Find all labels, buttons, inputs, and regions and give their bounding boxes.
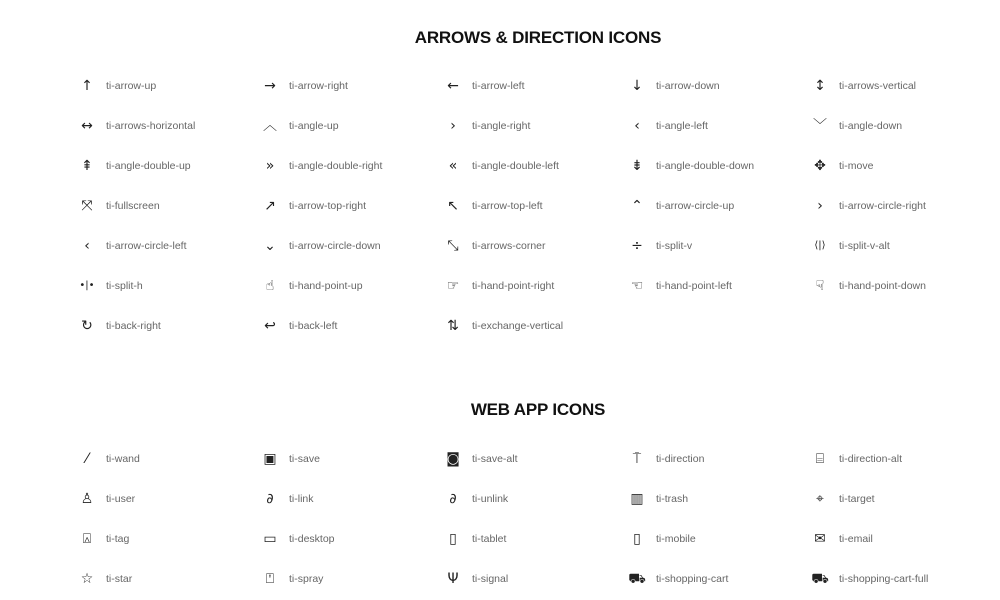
arrows-corner-icon: ⤡ — [447, 238, 459, 254]
icon-label: ti-link — [289, 493, 314, 505]
arrow-right-icon: → — [264, 78, 276, 94]
tablet-icon: ▯ — [449, 531, 457, 547]
icon-list-item[interactable] — [444, 186, 628, 226]
icon-label: ti-mobile — [656, 533, 696, 545]
icon-list-item[interactable] — [78, 226, 261, 266]
icon-list-item[interactable] — [261, 186, 444, 226]
icon-label: ti-split-v — [656, 240, 693, 252]
icon-label: ti-arrow-circle-right — [839, 200, 926, 212]
icon-list-item[interactable] — [78, 186, 261, 226]
icon-list-item[interactable] — [628, 66, 811, 106]
hand-point-left-icon: ☜ — [630, 278, 644, 294]
icon-label: ti-angle-up — [289, 120, 339, 132]
icon-list-item[interactable] — [261, 306, 444, 346]
icon-list-item[interactable] — [811, 266, 994, 306]
arrow-circle-up-icon: ⌃ — [631, 198, 643, 214]
icon-list-item[interactable] — [628, 519, 811, 559]
icon-label: ti-angle-double-left — [472, 160, 559, 172]
star-icon: ☆ — [80, 571, 94, 587]
icon-label: ti-back-right — [106, 320, 161, 332]
icon-list-item[interactable] — [628, 479, 811, 519]
icon-label: ti-split-v-alt — [839, 240, 890, 252]
icon-label: ti-signal — [472, 573, 509, 585]
signal-icon: Ψ — [447, 571, 459, 587]
split-h-icon: •|• — [79, 280, 95, 291]
angle-down-icon: ﹀ — [813, 118, 827, 134]
icon-list-item[interactable] — [811, 186, 994, 226]
icon-list-item[interactable] — [78, 146, 261, 186]
icon-label: ti-spray — [289, 573, 324, 585]
icon-list-item[interactable] — [261, 479, 444, 519]
icon-label: ti-hand-point-right — [472, 280, 555, 292]
shopping-cart-icon: ⛟ — [628, 571, 646, 587]
angle-double-down-icon: ⇟ — [631, 158, 643, 174]
hand-point-right-icon: ☞ — [446, 278, 460, 294]
icon-label: ti-save — [289, 453, 320, 465]
icon-list-item[interactable] — [811, 226, 994, 266]
icon-list-item[interactable] — [444, 306, 628, 346]
icon-list-item[interactable] — [444, 559, 628, 599]
arrows-vertical-icon: ↕ — [814, 78, 826, 94]
icon-list-item[interactable] — [261, 266, 444, 306]
icon-list-item[interactable] — [811, 439, 994, 479]
icon-list-item[interactable] — [444, 106, 628, 146]
icon-label: ti-angle-double-right — [289, 160, 383, 172]
arrows-horizontal-icon: ↔ — [81, 118, 93, 134]
icon-label: ti-target — [839, 493, 875, 505]
icon-list-item[interactable] — [811, 559, 994, 599]
icon-label: ti-unlink — [472, 493, 509, 505]
icon-list-item[interactable] — [811, 479, 994, 519]
arrow-top-left-icon: ↖ — [447, 198, 459, 214]
save-alt-icon: ◙ — [446, 451, 460, 467]
wand-icon: ⁄ — [85, 451, 89, 467]
icon-label: ti-save-alt — [472, 453, 518, 465]
icon-list-item[interactable] — [628, 559, 811, 599]
icon-label: ti-split-h — [106, 280, 143, 292]
icon-label: ti-star — [106, 573, 133, 585]
icon-list-item[interactable] — [261, 226, 444, 266]
icon-list-item[interactable] — [261, 146, 444, 186]
arrow-left-icon: ← — [447, 78, 459, 94]
tag-icon: ⍓ — [82, 531, 92, 547]
icon-label: ti-desktop — [289, 533, 335, 545]
icon-label: ti-arrows-horizontal — [106, 120, 196, 132]
icon-list-item[interactable] — [261, 66, 444, 106]
icon-label: ti-trash — [656, 493, 689, 505]
arrow-circle-right-icon: › — [817, 198, 823, 214]
icon-label: ti-user — [106, 493, 136, 505]
fullscreen-icon: ⤧ — [81, 198, 93, 214]
direction-alt-icon: ⌸ — [815, 451, 825, 467]
icon-label: ti-arrow-circle-up — [656, 200, 735, 212]
icon-label: ti-hand-point-left — [656, 280, 732, 292]
target-icon: ⌖ — [816, 491, 824, 507]
icon-label: ti-arrow-left — [472, 80, 525, 92]
spray-icon: ⍞ — [265, 571, 275, 587]
user-icon: ♙ — [80, 491, 94, 507]
icon-label: ti-direction-alt — [839, 453, 903, 465]
icon-label: ti-shopping-cart — [656, 573, 729, 585]
angle-double-up-icon: ⇞ — [81, 158, 93, 174]
icon-label: ti-move — [839, 160, 874, 172]
angle-right-icon: › — [450, 118, 456, 134]
back-right-icon: ↻ — [81, 318, 93, 334]
icon-label: ti-angle-left — [656, 120, 708, 132]
icon-label: ti-wand — [106, 453, 140, 465]
icon-label: ti-arrow-circle-left — [106, 240, 187, 252]
icon-list-item[interactable] — [78, 479, 261, 519]
arrow-top-right-icon: ↗ — [264, 198, 276, 214]
icon-label: ti-tag — [106, 533, 130, 545]
icon-label: ti-direction — [656, 453, 705, 465]
icon-list-item[interactable] — [628, 146, 811, 186]
icon-label: ti-angle-down — [839, 120, 903, 132]
trash-icon: ▥ — [630, 491, 644, 507]
icon-list-item[interactable] — [628, 186, 811, 226]
angle-double-right-icon: » — [265, 158, 275, 174]
exchange-vertical-icon: ⇅ — [447, 318, 459, 334]
icon-list-item[interactable] — [78, 106, 261, 146]
icon-list-item[interactable] — [78, 266, 261, 306]
icon-list-item[interactable] — [628, 266, 811, 306]
icon-label: ti-shopping-cart-full — [839, 573, 929, 585]
angle-up-icon: ︿ — [263, 118, 277, 134]
direction-icon: ⍑ — [632, 451, 642, 467]
angle-double-left-icon: « — [448, 158, 458, 174]
arrow-circle-left-icon: ‹ — [84, 238, 90, 254]
icon-list-item[interactable] — [78, 66, 261, 106]
icon-list-item[interactable] — [261, 106, 444, 146]
arrows-section-title: ARROWS & DIRECTION ICONS — [414, 28, 662, 47]
split-v-alt-icon: ⟨|⟩ — [814, 240, 826, 251]
icon-list-item[interactable] — [78, 559, 261, 599]
arrow-circle-down-icon: ⌄ — [264, 238, 276, 254]
icon-list-item[interactable] — [628, 226, 811, 266]
icon-label: ti-arrow-top-right — [289, 200, 367, 212]
icon-list-item[interactable] — [811, 66, 994, 106]
split-v-icon: ÷ — [631, 238, 643, 254]
icon-label: ti-arrow-up — [106, 80, 157, 92]
icon-label: ti-fullscreen — [106, 200, 160, 212]
icon-list-item[interactable] — [444, 226, 628, 266]
icon-label: ti-exchange-vertical — [472, 320, 564, 332]
icon-label: ti-arrows-vertical — [839, 80, 917, 92]
icon-label: ti-arrow-top-left — [472, 200, 543, 212]
web-app-section-title: WEB APP ICONS — [470, 400, 606, 419]
icon-list-item[interactable] — [628, 439, 811, 479]
icon-list-item[interactable] — [78, 519, 261, 559]
icon-list-item[interactable] — [78, 306, 261, 346]
web-app-icon-grid — [78, 439, 994, 599]
icon-label: ti-tablet — [472, 533, 507, 545]
icon-label: ti-hand-point-up — [289, 280, 363, 292]
arrow-down-icon: ↓ — [631, 78, 643, 94]
icon-list-item[interactable] — [628, 106, 811, 146]
hand-point-down-icon: ☟ — [815, 278, 825, 294]
icon-label: ti-angle-double-up — [106, 160, 191, 172]
icon-list-item[interactable] — [261, 559, 444, 599]
arrow-up-icon: ↑ — [81, 78, 93, 94]
icon-list-item[interactable] — [444, 439, 628, 479]
hand-point-up-icon: ☝ — [265, 278, 275, 294]
icon-list-item[interactable] — [78, 439, 261, 479]
icon-label: ti-angle-double-down — [656, 160, 755, 172]
link-icon: ∂ — [266, 491, 274, 507]
icon-list-item[interactable] — [444, 66, 628, 106]
icon-list-item[interactable] — [811, 146, 994, 186]
icon-label: ti-back-left — [289, 320, 338, 332]
save-icon: ▣ — [263, 451, 277, 467]
icon-list-item[interactable] — [444, 479, 628, 519]
angle-left-icon: ‹ — [634, 118, 640, 134]
mobile-icon: ▯ — [633, 531, 641, 547]
icon-list-item[interactable] — [444, 519, 628, 559]
icon-label: ti-hand-point-down — [839, 280, 926, 292]
icon-list-item[interactable] — [444, 146, 628, 186]
icon-list-item[interactable] — [261, 519, 444, 559]
icon-list-item[interactable] — [261, 439, 444, 479]
icon-label: ti-arrow-right — [289, 80, 348, 92]
move-icon: ✥ — [814, 158, 826, 174]
desktop-icon: ▭ — [263, 531, 277, 547]
icon-label: ti-arrows-corner — [472, 240, 546, 252]
icon-label: ti-email — [839, 533, 873, 545]
icon-list-item[interactable] — [811, 519, 994, 559]
icon-list-item[interactable] — [811, 106, 994, 146]
back-left-icon: ↩ — [264, 318, 276, 334]
icon-label: ti-arrow-down — [656, 80, 720, 92]
icon-label: ti-angle-right — [472, 120, 531, 132]
icon-label: ti-arrow-circle-down — [289, 240, 381, 252]
unlink-icon: ∂ — [449, 491, 457, 507]
shopping-cart-full-icon: ⛟ — [811, 571, 829, 587]
arrows-icon-grid — [78, 66, 994, 346]
email-icon: ✉ — [814, 531, 826, 547]
icon-list-item[interactable] — [444, 266, 628, 306]
